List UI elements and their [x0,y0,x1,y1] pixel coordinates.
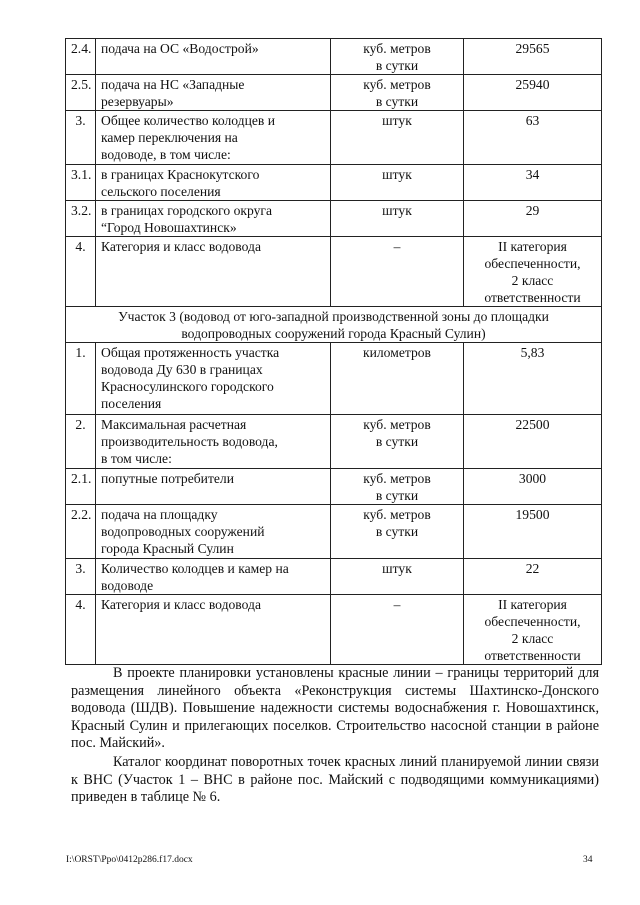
section-row [66,307,602,343]
row-number: 2.2. [66,505,96,559]
row-value: II категория обеспеченности, 2 класс ответственности [464,595,602,665]
row-name: в границах городского округа “Город Новошахтинск» [96,201,331,237]
row-value: 22500 [464,415,602,469]
row-unit: штук [331,201,464,237]
row-value: 3000 [464,469,602,505]
table-row [66,595,602,665]
table-row [66,39,602,75]
row-unit: куб. метров в сутки [331,39,464,75]
table-row [66,237,602,307]
row-number: 3. [66,559,96,595]
row-value: 29 [464,201,602,237]
row-name: Количество колодцев и камер на водоводе [96,559,331,595]
row-number: 2.5. [66,75,96,111]
paragraph-red-lines: В проекте планировки установлены красные линии – границы территорий для размещения линейного объекта «Реконструкция системы Шахтинско-Донского водовода (ШДВ). Повышение надежности системы водоснабжения г. Новошахтинск, Красный Сулин и прилегающих поселков. Строительство насосной станции в районе пос. Майский». [71,665,599,752]
row-name: попутные потребители [96,469,331,505]
table-row [66,75,602,111]
row-name: подача на площадку водопроводных сооружений города Красный Сулин [96,505,331,559]
row-number: 3.2. [66,201,96,237]
paragraph-catalog-reference: Каталог координат поворотных точек красных линий планируемой линии связи к ВНС (Участок 1 – ВНС в районе пос. Майский с подводящими коммуникациями) приведен в таблице № 6. [71,754,599,806]
table-row [66,343,602,415]
table-row [66,165,602,201]
row-name: Категория и класс водовода [96,595,331,665]
footer-page-number: 34 [583,855,593,865]
row-unit: куб. метров в сутки [331,75,464,111]
row-unit: куб. метров в сутки [331,505,464,559]
table-row [66,469,602,505]
row-value: 34 [464,165,602,201]
table-row [66,111,602,165]
row-number: 4. [66,237,96,307]
row-value: 5,83 [464,343,602,415]
row-number: 2. [66,415,96,469]
table-row [66,559,602,595]
table-body [66,39,602,665]
row-number: 2.4. [66,39,96,75]
row-unit: километров [331,343,464,415]
specification-table [65,38,602,665]
row-name: Общее количество колодцев и камер переключения на водоводе, в том числе: [96,111,331,165]
row-name: Категория и класс водовода [96,237,331,307]
row-name: подача на ОС «Водострой» [96,39,331,75]
row-unit: штук [331,111,464,165]
row-number: 3. [66,111,96,165]
table-row [66,505,602,559]
table-row [66,415,602,469]
row-value: 25940 [464,75,602,111]
row-unit: куб. метров в сутки [331,415,464,469]
row-unit: – [331,595,464,665]
row-unit: – [331,237,464,307]
row-name: подача на НС «Западные резервуары» [96,75,331,111]
row-number: 4. [66,595,96,665]
row-unit: штук [331,165,464,201]
row-name: Общая протяженность участка водовода Ду 630 в границах Красносулинского городского поселения [96,343,331,415]
row-value: 63 [464,111,602,165]
table-row [66,201,602,237]
row-name: в границах Краснокутского сельского поселения [96,165,331,201]
row-value: II категория обеспеченности, 2 класс ответственности [464,237,602,307]
row-unit: куб. метров в сутки [331,469,464,505]
row-number: 1. [66,343,96,415]
row-number: 2.1. [66,469,96,505]
row-value: 19500 [464,505,602,559]
section-title: Участок 3 (водовод от юго-западной производственной зоны до площадки водопроводных сооружений города Красный Сулин) [66,307,602,343]
row-name: Максимальная расчетная производительность водовода, в том числе: [96,415,331,469]
row-number: 3.1. [66,165,96,201]
footer-file-path: I:\ORST\Ppo\0412p286.f17.docx [66,855,193,865]
row-value: 22 [464,559,602,595]
row-unit: штук [331,559,464,595]
row-value: 29565 [464,39,602,75]
